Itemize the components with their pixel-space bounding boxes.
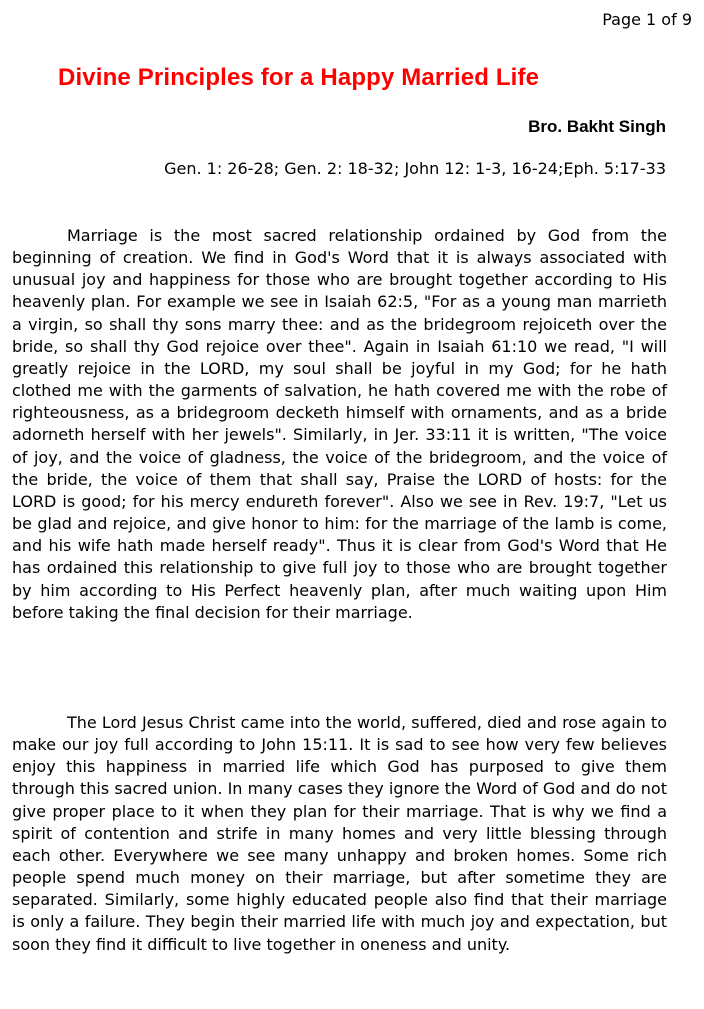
page-number: Page 1 of 9: [602, 10, 692, 29]
author-name: Bro. Bakht Singh: [528, 117, 666, 136]
body-paragraph-2: The Lord Jesus Christ came into the world, suffered, died and rose again to make our joy full according to John 15:11. It is sad to see how very few believes enjoy this happiness in married life which God has purposed to give them through this sacred union. In many cases they ignore the Word of God and do not give proper place to it when they plan for their marriage. That is why we find a spirit of contention and strife in many homes and very little blessing through each other. Everywhere we see many unhappy and broken homes. Some rich people spend much money on their marriage, but after sometime they are separated. Similarly, some highly educated people also find that their marriage is only a failure. They begin their married life with much joy and expectation, but soon they find it difficult to live together in oneness and unity.: [12, 713, 667, 954]
document-title: Divine Principles for a Happy Married Life: [58, 64, 540, 91]
scripture-references: Gen. 1: 26-28; Gen. 2: 18-32; John 12: 1-3, 16-24;Eph. 5:17-33: [164, 159, 666, 178]
body-paragraph-1: Marriage is the most sacred relationship ordained by God from the beginning of creation. We find in God's Word that it is always associated with unusual joy and happiness for those who are brought together according to His heavenly plan. For example we see in Isaiah 62:5, "For as a young man marrieth a virgin, so shall thy sons marry thee: and as the bridegroom rejoiceth over the bride, so shall thy God rejoice over thee". Again in Isaiah 61:10 we read, "I will greatly rejoice in the LORD, my soul shall be joyful in my God; for he hath clothed me with the garments of salvation, he hath covered me with the robe of righteousness, as a bridegroom decketh himself with ornaments, and as a bride adorneth herself with her jewels". Similarly, in Jer. 33:11 it is written, "The voice of joy, and the voice of gladness, the voice of the bridegroom, and the voice of the bride, the voice of them that shall say, Praise the LORD of hosts: for the LORD is good; for his mercy endureth forever". Also we see in Rev. 19:7, "Let us be glad and rejoice, and give honor to him: for the marriage of the lamb is come, and his wife hath made herself ready". Thus it is clear from God's Word that He has ordained this relationship to give full joy to those who are brought together by him according to His Perfect heavenly plan, after much waiting upon Him before taking the final decision for their marriage.: [12, 226, 667, 622]
